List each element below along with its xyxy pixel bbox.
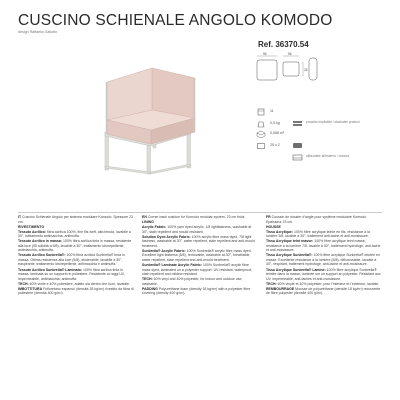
spec-heading: RIVESTIMENTO — [18, 224, 45, 229]
spec-paragraph — [142, 287, 258, 296]
spec-text: 100% fibre acrylique Sunbrella® teintée dans la masse, laminée sur un support en polyester. Résistant aux UV, imperméable, anti-taches et anti-moisissure. — [266, 267, 381, 281]
spec-text: fibra acrilica 100%, fine fils weft, alta tenuta, lavabile a 30°, trattamento antimacchia, antimuffa. — [18, 229, 131, 239]
spec-paragraph — [142, 277, 258, 286]
spec-heading: HOUSSE — [266, 224, 281, 229]
intro-text: Cuscino Schienale Angolo per sistema modulare Komodo. Spessore 23 cm. — [18, 215, 133, 224]
language-code: FR — [266, 215, 271, 219]
spec-paragraph — [266, 225, 382, 230]
spec-heading: Solution Dyed Acrylic Fabric: — [142, 234, 191, 239]
spec-value: 0,9 kg — [270, 121, 280, 125]
designer-credit: design Raffaello Galiotto — [18, 30, 58, 34]
dimension-diagrams — [255, 52, 377, 96]
spec-text: 60% vinyle et 40% polyester, pour l'intérieur et l'extérieur, lavable. — [276, 281, 380, 286]
intro-text: Corner back cushion for Komodo modular system. 23 cm thick. — [146, 215, 246, 219]
reference-code: Ref. 36370.54 — [258, 40, 309, 49]
dim-depth: 56 — [288, 52, 292, 56]
spec-text: 100% fibre acrylique teinte en fils, résistance à la lumière 5/8, lavable à 30°, traitement anti-tache et anti-moisissure. — [266, 229, 370, 239]
column-fr — [266, 215, 382, 296]
spec-text: 100% Sunbrella® acrylic fibre mass dyed, laminated on a polyester support. UV resistant, waterproof, stain repellent and mildew resistant. — [142, 262, 253, 277]
spec-paragraph — [142, 249, 258, 263]
spec-heading: LINING — [142, 220, 154, 225]
spec-paragraph — [18, 282, 134, 287]
dim-width: 56 — [263, 52, 267, 56]
weight-icon — [256, 120, 266, 128]
spec-heading: Tessuto Acrilico in massa: — [18, 239, 62, 244]
column-intro — [142, 215, 258, 220]
spec-paragraph — [266, 287, 382, 296]
spec-paragraph — [18, 253, 134, 267]
spec-heading: Tissu Acrylique Sunbrella® Laminé: — [266, 267, 326, 272]
spec-text: 100% fibra acrilica Sunbrella® tinta in massa. Ottima resistenza alla luce (5/8), sfoderabile, lavabile a 30°, traspirante, trattamento idrorepellente, antimacchia e antimuffa. — [18, 253, 125, 267]
column-en — [142, 215, 258, 296]
spec-paragraph — [266, 282, 382, 287]
spec-text: 100% Sunbrella® acrylic fibre mass dyed. Excellent light fastness (5/8), removable, washable at 30°, breathable, water repellent, stain repellent and anti-mould treatment. — [142, 248, 252, 262]
spec-value: 0,068 m³ — [270, 131, 285, 135]
outdoor-icon — [292, 154, 303, 161]
column-intro — [266, 215, 382, 224]
spec-text: 60% vinyl and 40% polyester, for indoor and outdoor use, washable. — [142, 277, 243, 286]
spec-heading: Sunbrella® Laminate Acrylic Fabric: — [142, 262, 203, 267]
spec-heading: Acrylic Fabric: — [142, 225, 167, 230]
spec-heading: REMBOURRAGE — [266, 286, 295, 291]
stack-icon — [292, 120, 303, 127]
column-it — [18, 215, 134, 296]
dim-height: 26 — [304, 68, 308, 72]
spec-text: Poliuretano espanso (densità 18 kg/m³) rivestito da fibra di poliestere (densità 400 g/m²). — [18, 286, 134, 296]
spec-paragraph — [18, 239, 134, 253]
spec-text: Mousse de polyuréthane (densité 18 kg/m³) recouverte de fibre polyester (densité 400 g/m²). — [266, 286, 381, 296]
spec-paragraph — [18, 287, 134, 296]
column-intro — [18, 215, 134, 224]
spec-paragraph — [266, 268, 382, 282]
spec-text: Polyurethane foam (density 18 kg/m³) with a polyester fibre covering (density 400 g/m²). — [142, 286, 251, 296]
spec-paragraph — [18, 268, 134, 282]
spec-paragraph — [142, 220, 258, 225]
spec-value: 11 — [270, 109, 274, 113]
cushion-shape-icon — [292, 142, 303, 149]
page-title: CUSCINO SCHIENALE ANGOLO KOMODO — [18, 12, 333, 29]
spec-value: 25 x 2 — [270, 143, 280, 147]
spec-heading: Tessuto Acrilico Sunbrella® Laminato: — [18, 267, 83, 272]
spec-text: 100% fibra acrilica tinta in massa, resistente alla luce (95 solidità a 5/8), lavabile a 30°, trattamento idrorepellente, antimacchia, antimuffa. — [18, 239, 132, 253]
spec-heading: TECH: — [142, 277, 153, 282]
intro-text: Coussin de dossier d'angle pour système modulaire Komodo. Epaisseur 23 cm. — [266, 215, 367, 224]
spec-text: 100% fibre acrylique teint masse, résistance à la lumière 7/8, lavable à 30°, traitement hydrofuge, anti-tache et anti-moisissure. — [266, 239, 381, 253]
spec-paragraph — [142, 235, 258, 249]
spec-heading: Sunbrella® Acrylic Fabric: — [142, 248, 186, 253]
spec-heading: Tissu Acrylique Sunbrella®: — [266, 253, 313, 258]
spec-heading: PADDING — [142, 286, 158, 291]
spec-heading: TECH: — [266, 281, 277, 286]
spec-note: utilizzabile all'esterno / outdoor — [306, 154, 350, 158]
volume-icon — [256, 130, 266, 138]
spec-paragraph — [18, 225, 134, 230]
spec-text: 100% fibra acrilica tinta in massa, laminata su un supporto in poliestere. Resistente ai raggi UV, impermeabile, antimacchia, antimuffa. — [18, 267, 125, 281]
spec-text: 100% yarn dyed acrylic, 1/8 lightfastness, washable at 30°, stain repellent and mould resistant. — [142, 225, 252, 234]
spec-heading: IMBOTTITURA — [18, 286, 43, 291]
spec-row-outdoor — [256, 154, 376, 168]
spec-paragraph — [266, 230, 382, 239]
product-image — [95, 60, 205, 180]
spec-heading: TECH: — [18, 281, 29, 286]
spec-paragraph — [266, 253, 382, 267]
spec-text: 100% acrylic fibre mass dyed, 7/8 light fastness, washable at 30°, water repellent, stain repellent and anti-mould treatment. — [142, 234, 255, 248]
spec-text: 60% vinile e 40% poliestere, adatto sia dentro che fuori, lavabile. — [28, 281, 130, 286]
spec-paragraph — [142, 225, 258, 234]
divider — [18, 212, 382, 213]
spec-text: 100% fibre acrylique Sunbrella® teintée en masse. Excellente résistance à la lumière (5/8), déhoussable, lavable à 30°, respirant, traitement hydrofuge, anti-tache et anti-moisissure. — [266, 253, 380, 267]
spec-paragraph — [142, 263, 258, 277]
language-code: EN — [142, 215, 147, 219]
spec-heading: Tessuto Acrilico: — [18, 229, 47, 234]
spec-note: prodotto impilabile / stackable product — [306, 120, 360, 124]
spec-heading: Tessuto Acrilico Sunbrella®: — [18, 253, 66, 258]
spec-paragraph — [18, 230, 134, 239]
spec-paragraph — [266, 239, 382, 253]
spec-heading: Tissu Acrylique teint masse: — [266, 239, 314, 244]
language-code: IT — [18, 215, 22, 219]
box-icon — [256, 142, 266, 150]
package-icon — [256, 108, 266, 116]
spec-heading: Tissu Acrylique: — [266, 229, 294, 234]
